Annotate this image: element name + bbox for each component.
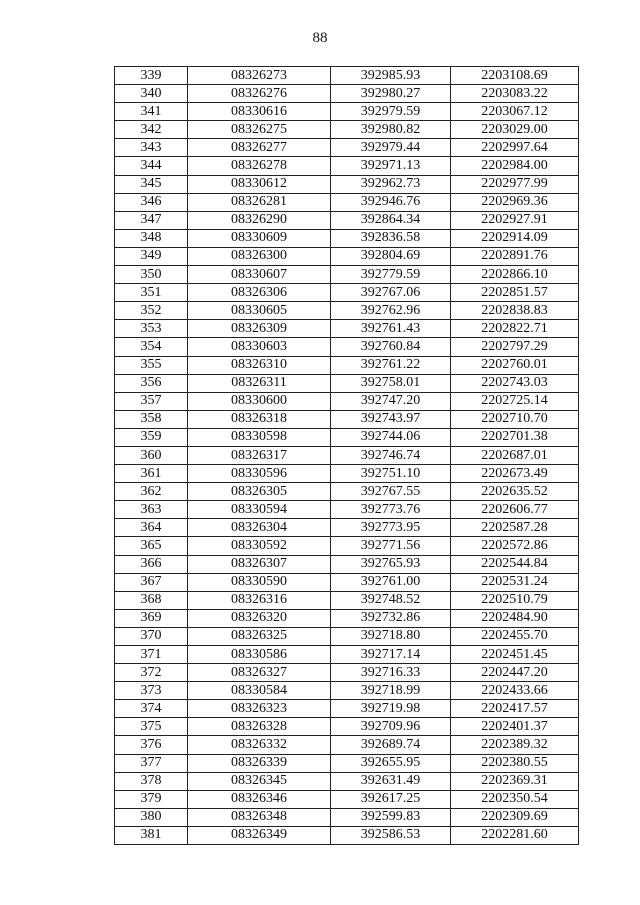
y-coordinate-cell: 2202451.45 [451, 646, 579, 664]
table-row [115, 537, 579, 555]
y-coordinate-cell: 2202350.54 [451, 790, 579, 808]
y-coordinate-cell: 2202984.00 [451, 157, 579, 175]
x-coordinate-cell: 392744.06 [331, 428, 451, 446]
row-index-cell: 364 [115, 519, 188, 537]
y-coordinate-cell: 2202760.01 [451, 356, 579, 374]
y-coordinate-cell: 2202369.31 [451, 772, 579, 790]
y-coordinate-cell: 2203083.22 [451, 85, 579, 103]
table-row [115, 139, 579, 157]
row-index-cell: 344 [115, 157, 188, 175]
x-coordinate-cell: 392980.82 [331, 121, 451, 139]
y-coordinate-cell: 2202572.86 [451, 537, 579, 555]
cadastral-number-cell: 08330600 [188, 392, 331, 410]
row-index-cell: 380 [115, 808, 188, 826]
y-coordinate-cell: 2202635.52 [451, 483, 579, 501]
y-coordinate-cell: 2202725.14 [451, 392, 579, 410]
row-index-cell: 373 [115, 682, 188, 700]
row-index-cell: 363 [115, 501, 188, 519]
x-coordinate-cell: 392962.73 [331, 175, 451, 193]
x-coordinate-cell: 392743.97 [331, 410, 451, 428]
row-index-cell: 349 [115, 247, 188, 265]
row-index-cell: 353 [115, 320, 188, 338]
table-row [115, 374, 579, 392]
table-row [115, 591, 579, 609]
y-coordinate-cell: 2202401.37 [451, 718, 579, 736]
cadastral-number-cell: 08326275 [188, 121, 331, 139]
x-coordinate-cell: 392864.34 [331, 211, 451, 229]
table-row [115, 501, 579, 519]
x-coordinate-cell: 392779.59 [331, 266, 451, 284]
cadastral-number-cell: 08326316 [188, 591, 331, 609]
x-coordinate-cell: 392985.93 [331, 67, 451, 85]
row-index-cell: 371 [115, 646, 188, 664]
table-row [115, 193, 579, 211]
x-coordinate-cell: 392748.52 [331, 591, 451, 609]
cadastral-number-cell: 08326325 [188, 627, 331, 645]
x-coordinate-cell: 392747.20 [331, 392, 451, 410]
y-coordinate-cell: 2202687.01 [451, 446, 579, 464]
table-row [115, 483, 579, 501]
table-row [115, 646, 579, 664]
x-coordinate-cell: 392719.98 [331, 700, 451, 718]
table-row [115, 446, 579, 464]
y-coordinate-cell: 2203029.00 [451, 121, 579, 139]
y-coordinate-cell: 2202389.32 [451, 736, 579, 754]
y-coordinate-cell: 2202997.64 [451, 139, 579, 157]
cadastral-number-cell: 08326273 [188, 67, 331, 85]
cadastral-number-cell: 08326339 [188, 754, 331, 772]
row-index-cell: 358 [115, 410, 188, 428]
table-row [115, 320, 579, 338]
table-row [115, 736, 579, 754]
x-coordinate-cell: 392979.44 [331, 139, 451, 157]
y-coordinate-cell: 2202417.57 [451, 700, 579, 718]
cadastral-number-cell: 08326290 [188, 211, 331, 229]
table-row [115, 627, 579, 645]
table-row [115, 410, 579, 428]
coordinates-table [114, 66, 579, 845]
table-row [115, 808, 579, 826]
row-index-cell: 359 [115, 428, 188, 446]
x-coordinate-cell: 392586.53 [331, 826, 451, 844]
row-index-cell: 341 [115, 103, 188, 121]
table-row [115, 392, 579, 410]
cadastral-number-cell: 08326276 [188, 85, 331, 103]
row-index-cell: 377 [115, 754, 188, 772]
y-coordinate-cell: 2202606.77 [451, 501, 579, 519]
cadastral-number-cell: 08330596 [188, 465, 331, 483]
y-coordinate-cell: 2202455.70 [451, 627, 579, 645]
y-coordinate-cell: 2202701.38 [451, 428, 579, 446]
y-coordinate-cell: 2202822.71 [451, 320, 579, 338]
y-coordinate-cell: 2202544.84 [451, 555, 579, 573]
table-row [115, 682, 579, 700]
row-index-cell: 343 [115, 139, 188, 157]
row-index-cell: 355 [115, 356, 188, 374]
row-index-cell: 369 [115, 609, 188, 627]
row-index-cell: 342 [115, 121, 188, 139]
table-row [115, 700, 579, 718]
x-coordinate-cell: 392762.96 [331, 302, 451, 320]
table-row [115, 790, 579, 808]
x-coordinate-cell: 392971.13 [331, 157, 451, 175]
cadastral-number-cell: 08326327 [188, 664, 331, 682]
row-index-cell: 372 [115, 664, 188, 682]
cadastral-number-cell: 08326320 [188, 609, 331, 627]
x-coordinate-cell: 392979.59 [331, 103, 451, 121]
row-index-cell: 357 [115, 392, 188, 410]
x-coordinate-cell: 392773.95 [331, 519, 451, 537]
row-index-cell: 347 [115, 211, 188, 229]
x-coordinate-cell: 392804.69 [331, 247, 451, 265]
table-body [115, 67, 579, 845]
cadastral-number-cell: 08330592 [188, 537, 331, 555]
cadastral-number-cell: 08326317 [188, 446, 331, 464]
x-coordinate-cell: 392716.33 [331, 664, 451, 682]
cadastral-number-cell: 08326318 [188, 410, 331, 428]
cadastral-number-cell: 08326281 [188, 193, 331, 211]
y-coordinate-cell: 2203067.12 [451, 103, 579, 121]
row-index-cell: 365 [115, 537, 188, 555]
row-index-cell: 361 [115, 465, 188, 483]
y-coordinate-cell: 2202281.60 [451, 826, 579, 844]
cadastral-number-cell: 08330586 [188, 646, 331, 664]
y-coordinate-cell: 2202743.03 [451, 374, 579, 392]
row-index-cell: 381 [115, 826, 188, 844]
row-index-cell: 366 [115, 555, 188, 573]
cadastral-number-cell: 08330594 [188, 501, 331, 519]
cadastral-number-cell: 08326345 [188, 772, 331, 790]
y-coordinate-cell: 2203108.69 [451, 67, 579, 85]
x-coordinate-cell: 392751.10 [331, 465, 451, 483]
table-row [115, 211, 579, 229]
x-coordinate-cell: 392631.49 [331, 772, 451, 790]
x-coordinate-cell: 392758.01 [331, 374, 451, 392]
x-coordinate-cell: 392732.86 [331, 609, 451, 627]
y-coordinate-cell: 2202484.90 [451, 609, 579, 627]
row-index-cell: 360 [115, 446, 188, 464]
x-coordinate-cell: 392836.58 [331, 229, 451, 247]
row-index-cell: 352 [115, 302, 188, 320]
row-index-cell: 368 [115, 591, 188, 609]
x-coordinate-cell: 392765.93 [331, 555, 451, 573]
table-row [115, 103, 579, 121]
page-number: 88 [312, 30, 328, 46]
table-row [115, 428, 579, 446]
row-index-cell: 374 [115, 700, 188, 718]
cadastral-number-cell: 08326306 [188, 284, 331, 302]
cadastral-number-cell: 08330590 [188, 573, 331, 591]
y-coordinate-cell: 2202710.70 [451, 410, 579, 428]
x-coordinate-cell: 392718.80 [331, 627, 451, 645]
cadastral-number-cell: 08326311 [188, 374, 331, 392]
table-row [115, 175, 579, 193]
row-index-cell: 345 [115, 175, 188, 193]
cadastral-number-cell: 08330605 [188, 302, 331, 320]
row-index-cell: 348 [115, 229, 188, 247]
cadastral-number-cell: 08326278 [188, 157, 331, 175]
cadastral-number-cell: 08326277 [188, 139, 331, 157]
x-coordinate-cell: 392771.56 [331, 537, 451, 555]
table-row [115, 157, 579, 175]
table-row [115, 772, 579, 790]
x-coordinate-cell: 392717.14 [331, 646, 451, 664]
cadastral-number-cell: 08326304 [188, 519, 331, 537]
x-coordinate-cell: 392946.76 [331, 193, 451, 211]
y-coordinate-cell: 2202380.55 [451, 754, 579, 772]
table-row [115, 609, 579, 627]
table-row [115, 85, 579, 103]
x-coordinate-cell: 392655.95 [331, 754, 451, 772]
table-row [115, 519, 579, 537]
y-coordinate-cell: 2202891.76 [451, 247, 579, 265]
cadastral-number-cell: 08330584 [188, 682, 331, 700]
x-coordinate-cell: 392709.96 [331, 718, 451, 736]
table-row [115, 356, 579, 374]
y-coordinate-cell: 2202927.91 [451, 211, 579, 229]
table-row [115, 284, 579, 302]
cadastral-number-cell: 08326307 [188, 555, 331, 573]
x-coordinate-cell: 392980.27 [331, 85, 451, 103]
y-coordinate-cell: 2202851.57 [451, 284, 579, 302]
y-coordinate-cell: 2202309.69 [451, 808, 579, 826]
table-row [115, 573, 579, 591]
y-coordinate-cell: 2202838.83 [451, 302, 579, 320]
cadastral-number-cell: 08330598 [188, 428, 331, 446]
table-row [115, 338, 579, 356]
y-coordinate-cell: 2202797.29 [451, 338, 579, 356]
x-coordinate-cell: 392767.55 [331, 483, 451, 501]
row-index-cell: 378 [115, 772, 188, 790]
row-index-cell: 339 [115, 67, 188, 85]
cadastral-number-cell: 08326328 [188, 718, 331, 736]
table-row [115, 826, 579, 844]
table-row [115, 302, 579, 320]
table-row [115, 754, 579, 772]
x-coordinate-cell: 392773.76 [331, 501, 451, 519]
cadastral-number-cell: 08326310 [188, 356, 331, 374]
x-coordinate-cell: 392761.00 [331, 573, 451, 591]
y-coordinate-cell: 2202587.28 [451, 519, 579, 537]
coordinates-table-container [114, 66, 579, 845]
x-coordinate-cell: 392746.74 [331, 446, 451, 464]
cadastral-number-cell: 08326300 [188, 247, 331, 265]
cadastral-number-cell: 08326305 [188, 483, 331, 501]
row-index-cell: 375 [115, 718, 188, 736]
cadastral-number-cell: 08326348 [188, 808, 331, 826]
cadastral-number-cell: 08326309 [188, 320, 331, 338]
row-index-cell: 370 [115, 627, 188, 645]
row-index-cell: 379 [115, 790, 188, 808]
y-coordinate-cell: 2202531.24 [451, 573, 579, 591]
x-coordinate-cell: 392718.99 [331, 682, 451, 700]
table-row [115, 247, 579, 265]
cadastral-number-cell: 08330609 [188, 229, 331, 247]
table-row [115, 718, 579, 736]
y-coordinate-cell: 2202673.49 [451, 465, 579, 483]
table-row [115, 266, 579, 284]
cadastral-number-cell: 08330603 [188, 338, 331, 356]
row-index-cell: 362 [115, 483, 188, 501]
row-index-cell: 356 [115, 374, 188, 392]
table-row [115, 121, 579, 139]
row-index-cell: 354 [115, 338, 188, 356]
y-coordinate-cell: 2202969.36 [451, 193, 579, 211]
y-coordinate-cell: 2202447.20 [451, 664, 579, 682]
cadastral-number-cell: 08326349 [188, 826, 331, 844]
x-coordinate-cell: 392599.83 [331, 808, 451, 826]
y-coordinate-cell: 2202510.79 [451, 591, 579, 609]
x-coordinate-cell: 392767.06 [331, 284, 451, 302]
x-coordinate-cell: 392689.74 [331, 736, 451, 754]
y-coordinate-cell: 2202914.09 [451, 229, 579, 247]
table-row [115, 555, 579, 573]
table-row [115, 229, 579, 247]
cadastral-number-cell: 08326346 [188, 790, 331, 808]
y-coordinate-cell: 2202977.99 [451, 175, 579, 193]
row-index-cell: 367 [115, 573, 188, 591]
x-coordinate-cell: 392761.22 [331, 356, 451, 374]
table-row [115, 465, 579, 483]
y-coordinate-cell: 2202433.66 [451, 682, 579, 700]
row-index-cell: 376 [115, 736, 188, 754]
cadastral-number-cell: 08330616 [188, 103, 331, 121]
x-coordinate-cell: 392761.43 [331, 320, 451, 338]
row-index-cell: 351 [115, 284, 188, 302]
cadastral-number-cell: 08326332 [188, 736, 331, 754]
table-row [115, 664, 579, 682]
cadastral-number-cell: 08330612 [188, 175, 331, 193]
x-coordinate-cell: 392760.84 [331, 338, 451, 356]
cadastral-number-cell: 08326323 [188, 700, 331, 718]
row-index-cell: 346 [115, 193, 188, 211]
x-coordinate-cell: 392617.25 [331, 790, 451, 808]
table-row [115, 67, 579, 85]
row-index-cell: 340 [115, 85, 188, 103]
y-coordinate-cell: 2202866.10 [451, 266, 579, 284]
row-index-cell: 350 [115, 266, 188, 284]
cadastral-number-cell: 08330607 [188, 266, 331, 284]
